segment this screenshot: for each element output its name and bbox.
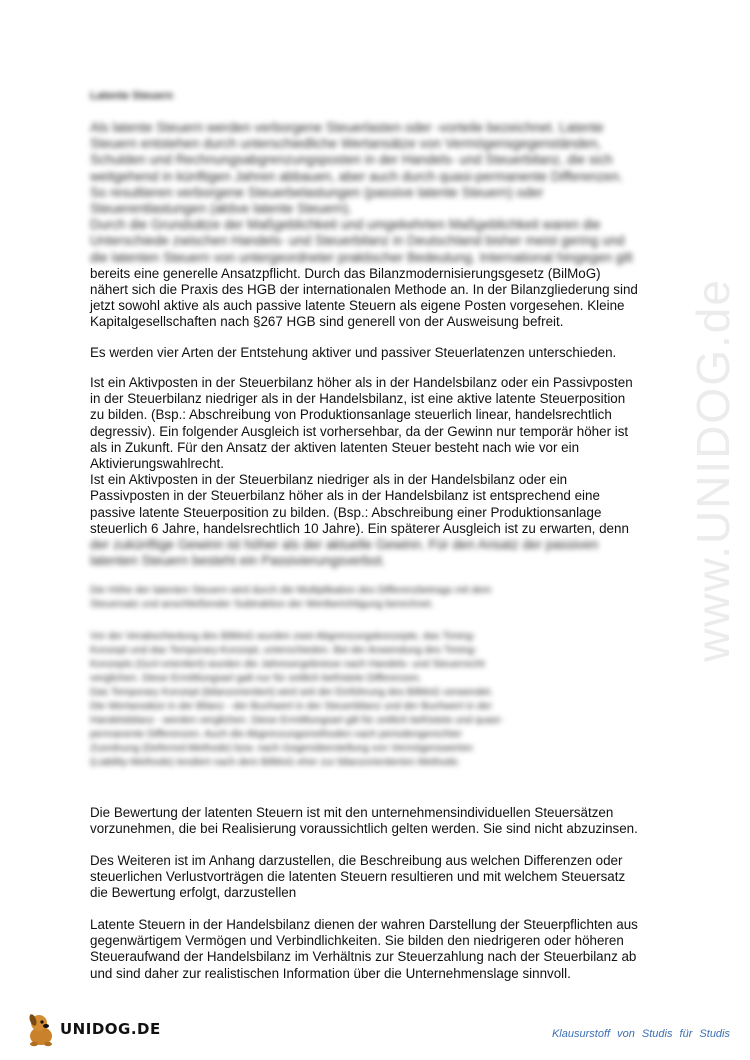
text-line: der zukünftige Gewinn ist höher als der aktuelle Gewinn. Für den Ansatz der passiven	[90, 537, 599, 553]
text-line: Als latente Steuern werden verborgene Steuerlasten oder -vorteile bezeichnet. Latente	[90, 120, 604, 135]
paragraph-visible-block	[90, 375, 665, 537]
footer-tagline: Klausurstoff von Studis für Studis	[551, 1028, 730, 1040]
paragraph-anhang	[90, 853, 665, 902]
text-line: Steueraufwand der Handelsbilanz im Verhältnis zur Steuerzahlung nach der Steuerbilanz ab	[90, 949, 637, 965]
text-line: Ist ein Aktivposten in der Steuerbilanz höher als in der Handelsbilanz oder ein Passivposten	[90, 375, 633, 390]
paragraph-four-types	[90, 345, 665, 361]
paragraph-handelsbilanz	[90, 917, 665, 982]
text-line: Steuersatz und anschließender Subtraktion der Wertberichtigung berechnet.	[90, 599, 434, 610]
text-line: in der Steuerbilanz niedriger als in der Handelsbilanz, ist eine aktive latente Steuerposition	[90, 391, 626, 407]
text-line: Aktivierungswahlrecht.	[90, 456, 224, 472]
paragraph-aktive-passive	[90, 375, 665, 569]
text-line: jetzt sowohl aktive als auch passive latente Steuern als eigene Posten vorgesehen. Kleine	[90, 298, 625, 314]
text-line: Zuordnung (Deferred-Methode) bzw. nach Gegenüberstellung von Vermögenswerten	[90, 743, 473, 754]
text-line: steuerlich 6 Jahre, handelsrechtlich 10 Jahre). Ein späterer Ausgleich ist zu erwarten, denn	[90, 520, 629, 536]
text-line: verglichen. Diese Ermittlungsart galt nur für zeitlich befristete Differenzen.	[90, 673, 422, 684]
text-line: zu bilden. (Bsp.: Abschreibung von Produktionsanlage steuerlich linear, handelsrechtlich	[90, 407, 612, 423]
text-line: (Liability-Methode) tendiert nach dem BilMoG eher zur bilanzorientierten Methode.	[90, 757, 461, 768]
text-line: Kapitalgesellschaften nach §267 HGB sind generell von der Ausweisung befreit.	[90, 314, 564, 330]
text-line: So resultieren verborgene Steuerbelastungen (passive latente Steuern) oder	[90, 184, 544, 200]
text-line: Durch die Grundsätze der Maßgeblichkeit und umgekehrten Maßgeblichkeit waren die	[90, 217, 601, 233]
text-line: gegenwärtigem Vermögen und Verbindlichkeiten. Sie bilden den niedrigeren oder höheren	[90, 933, 624, 949]
document-title: Latente Steuern	[90, 90, 174, 102]
text-line: Unterschiede zwischen Handels- und Steuerbilanz in Deutschland bisher meist gering und	[90, 233, 625, 249]
text-line: die latenten Steuern von untergeordneter praktischer Bedeutung. International hingegen gilt	[90, 249, 633, 265]
unidog-logo[interactable]	[24, 1010, 164, 1048]
text-line: Die Wertansätze in der Bilanz - der Buchwert in der Steuerbilanz und der Buchwert in der	[90, 701, 492, 712]
logo-text: UNIDOG.DE	[60, 1020, 161, 1038]
text-line: Konzepts (GuV-orientiert) wurden die Jahresergebnisse nach Handels- und Steuerrecht	[90, 659, 485, 670]
text-line: Latente Steuern in der Handelsbilanz dienen der wahren Darstellung der Steuerpflichten aus	[90, 917, 638, 932]
text-line: die Bewertung erfolgt, darzustellen	[90, 885, 297, 901]
paragraph-hoehe	[90, 584, 665, 612]
text-line: Vor der Verabschiedung des BilMoG wurden zwei Abgrenzungskonzepte, das Timing-	[90, 631, 476, 642]
text-line: als in Zukunft. Für den Ansatz der aktiven latenten Steuer besteht nach wie vor ein	[90, 439, 580, 455]
paragraph-visible-block	[90, 266, 665, 331]
text-line: Des Weiteren ist im Anhang darzustellen, die Beschreibung aus welchen Differenzen oder	[90, 853, 623, 868]
text-line: Es werden vier Arten der Entstehung aktiver und passiver Steuerlatenzen unterschieden.	[90, 345, 617, 360]
watermark-text: www.UNIDOG.de	[687, 278, 739, 662]
text-line: und sind daher zur realistischen Information über die Unternehmenslage sinnvoll.	[90, 965, 571, 981]
text-line: Passivposten in der Steuerbilanz höher als in der Handelsbilanz ist entsprechend eine	[90, 488, 600, 504]
text-line: Die Höhe der latenten Steuern wird durch die Multiplikation des Differenzbetrags mit dem	[90, 585, 492, 596]
text-line: Schulden und Rechnungsabgrenzungsposten in der Handels- und Steuerbilanz, die sich	[90, 152, 613, 168]
text-line: weitgehend in künftigen Jahren abbauen, aber auch durch quasi-permanente Differenzen.	[90, 168, 623, 184]
text-line: Konzept und das Temporary-Konzept, unterschieden. Bei der Anwendung des Timing-	[90, 645, 478, 656]
paragraph-konzepte	[90, 630, 665, 770]
text-line: latenten Steuern besteht ein Passivierungsverbot.	[90, 553, 386, 569]
text-line: passive latente Steuerposition zu bilden. (Bsp.: Abschreibung einer Produktionsanlage	[90, 504, 602, 520]
paragraph-intro	[90, 120, 665, 331]
text-line: Handelsbilanz - werden verglichen. Diese Ermittlungsart gilt für zeitlich befristete und quasi-	[90, 715, 503, 726]
paragraph-blurred-block	[90, 537, 665, 569]
text-line: degressiv). Ein folgender Ausgleich ist vorhersehbar, da der Gewinn nur temporär höher ist	[90, 423, 629, 439]
text-line: vorzunehmen, die bei Realisierung voraussichtlich gelten werden. Sie sind nicht abzuzinsen.	[90, 821, 638, 837]
paragraph-bewertung	[90, 805, 665, 837]
text-line: Ist ein Aktivposten in der Steuerbilanz niedriger als in der Handelsbilanz oder ein	[90, 472, 568, 488]
text-line: nähert sich die Praxis des HGB der internationalen Methode an. In der Bilanzgliederung sind	[90, 282, 638, 298]
text-line: Die Bewertung der latenten Steuern ist mit den unternehmensindividuellen Steuersätzen	[90, 805, 614, 820]
text-line: steuerlichen Verlustvorträgen die latenten Steuern resultieren und mit welchem Steuersatz	[90, 869, 626, 885]
text-line: permanente Differenzen. Auch die Abgrenzungsmethoden nach periodengerechter	[90, 729, 462, 740]
text-line: Das Temporary Konzept (bilanzorientiert) wird seit der Einführung des BilMoG verwendet.	[90, 687, 493, 698]
dog-icon	[24, 1010, 58, 1048]
text-line: Steuern entstehen durch unterschiedliche Wertansätze von Vermögensgegenständen,	[90, 136, 602, 152]
text-line: Steuerentlastungen (aktive latente Steuern).	[90, 201, 353, 217]
paragraph-blurred-block	[90, 120, 665, 266]
text-line: bereits eine generelle Ansatzpflicht. Durch das Bilanzmodernisierungsgesetz (BilMoG)	[90, 265, 601, 281]
